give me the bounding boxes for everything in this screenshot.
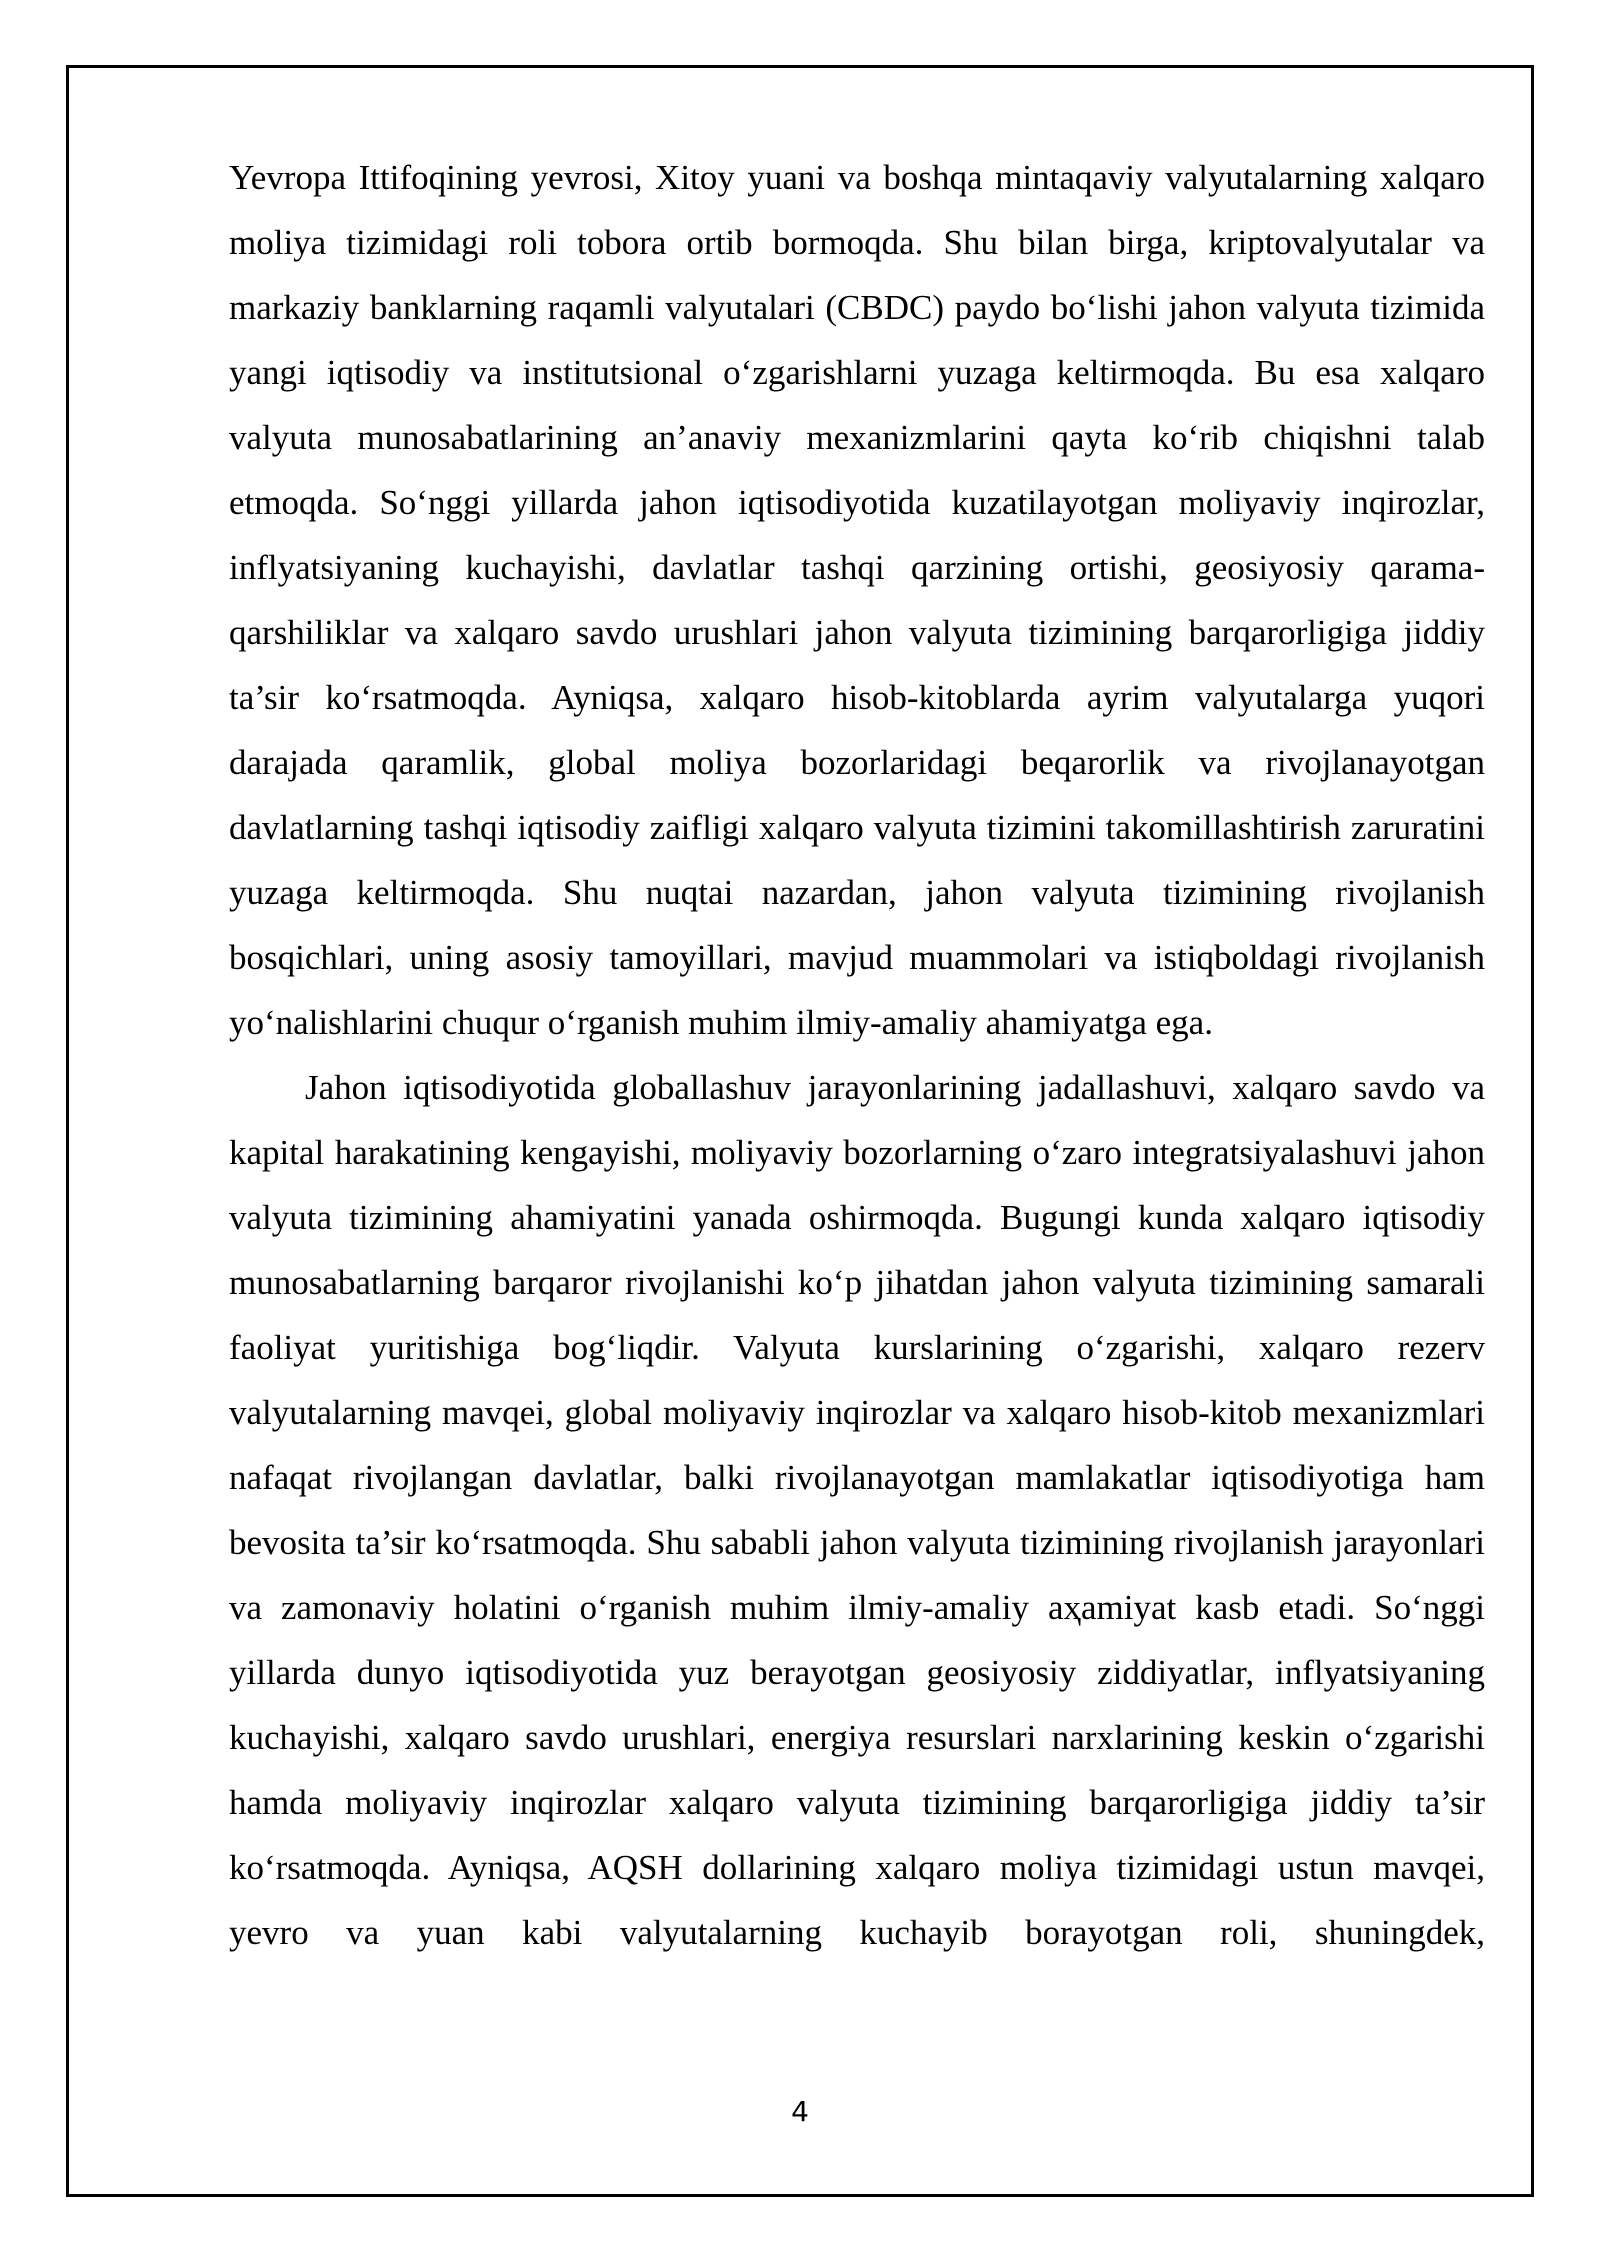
paragraph-2: Jahon iqtisodiyotida globallashuv jarayonlarining jadallashuvi, xalqaro savdo va kapital harakatining kengayishi, moliyaviy bozorlarning o‘zaro integratsiyalashuvi jahon valyuta tizimining ahamiyatini yanada oshirmoqda. Bugungi kunda xalqaro iqtisodiy munosabatlarning barqaror rivojlanishi ko‘p jihatdan jahon valyuta tizimining samarali faoliyat yuritishiga bog‘liqdir. Valyuta kurslarining o‘zgarishi, xalqaro rezerv valyutalarning mavqei, global moliyaviy inqirozlar va xalqaro hisob-kitob mexanizmlari nafaqat rivojlangan davlatlar, balki rivojlanayotgan mamlakatlar iqtisodiyotiga ham bevosita ta’sir ko‘rsatmoqda. Shu sababli jahon valyuta tizimining rivojlanish jarayonlari va zamonaviy holatini o‘rganish muhim ilmiy-amaliy aҳamiyat kasb etadi. So‘nggi yillarda dunyo iqtisodiyotida yuz berayotgan geosiyosiy ziddiyatlar, inflyatsiyaning kuchayishi, xalqaro savdo urushlari, energiya resurslari narxlarining keskin o‘zgarishi hamda moliyaviy inqirozlar xalqaro valyuta tizimining barqarorligiga jiddiy ta’sir ko‘rsatmoqda. Ayniqsa, AQSH dollarining xalqaro moliya tizimidagi ustun mavqei, yevro va yuan kabi valyutalarning kuchayib borayotgan roli, shuningdek,	[229, 1068, 1485, 1952]
document-body	[229, 145, 1485, 1965]
page-number: 4	[791, 2095, 809, 2128]
paragraph-1: Yevropa Ittifoqining yevrosi, Xitoy yuani va boshqa mintaqaviy valyutalarning xalqaro moliya tizimidagi roli tobora ortib bormoqda. Shu bilan birga, kriptovalyutalar va markaziy banklarning raqamli valyutalari (CBDC) paydo bo‘lishi jahon valyuta tizimida yangi iqtisodiy va institutsional o‘zgarishlarni yuzaga keltirmoqda. Bu esa xalqaro valyuta munosabatlarining an’anaviy mexanizmlarini qayta ko‘rib chiqishni talab etmoqda. So‘nggi yillarda jahon iqtisodiyotida kuzatilayotgan moliyaviy inqirozlar, inflyatsiyaning kuchayishi, davlatlar tashqi qarzining ortishi, geosiyosiy qarama-qarshiliklar va xalqaro savdo urushlari jahon valyuta tizimining barqarorligiga jiddiy ta’sir ko‘rsatmoqda. Ayniqsa, xalqaro hisob-kitoblarda ayrim valyutalarga yuqori darajada qaramlik, global moliya bozorlaridagi beqarorlik va rivojlanayotgan davlatlarning tashqi iqtisodiy zaifligi xalqaro valyuta tizimini takomillashtirish zaruratini yuzaga keltirmoqda. Shu nuqtai nazardan, jahon valyuta tizimining rivojlanish bosqichlari, uning asosiy tamoyillari, mavjud muammolari va istiqboldagi rivojlanish yo‘nalishlarini chuqur o‘rganish muhim ilmiy-amaliy ahamiyatga ega.	[229, 158, 1485, 1042]
